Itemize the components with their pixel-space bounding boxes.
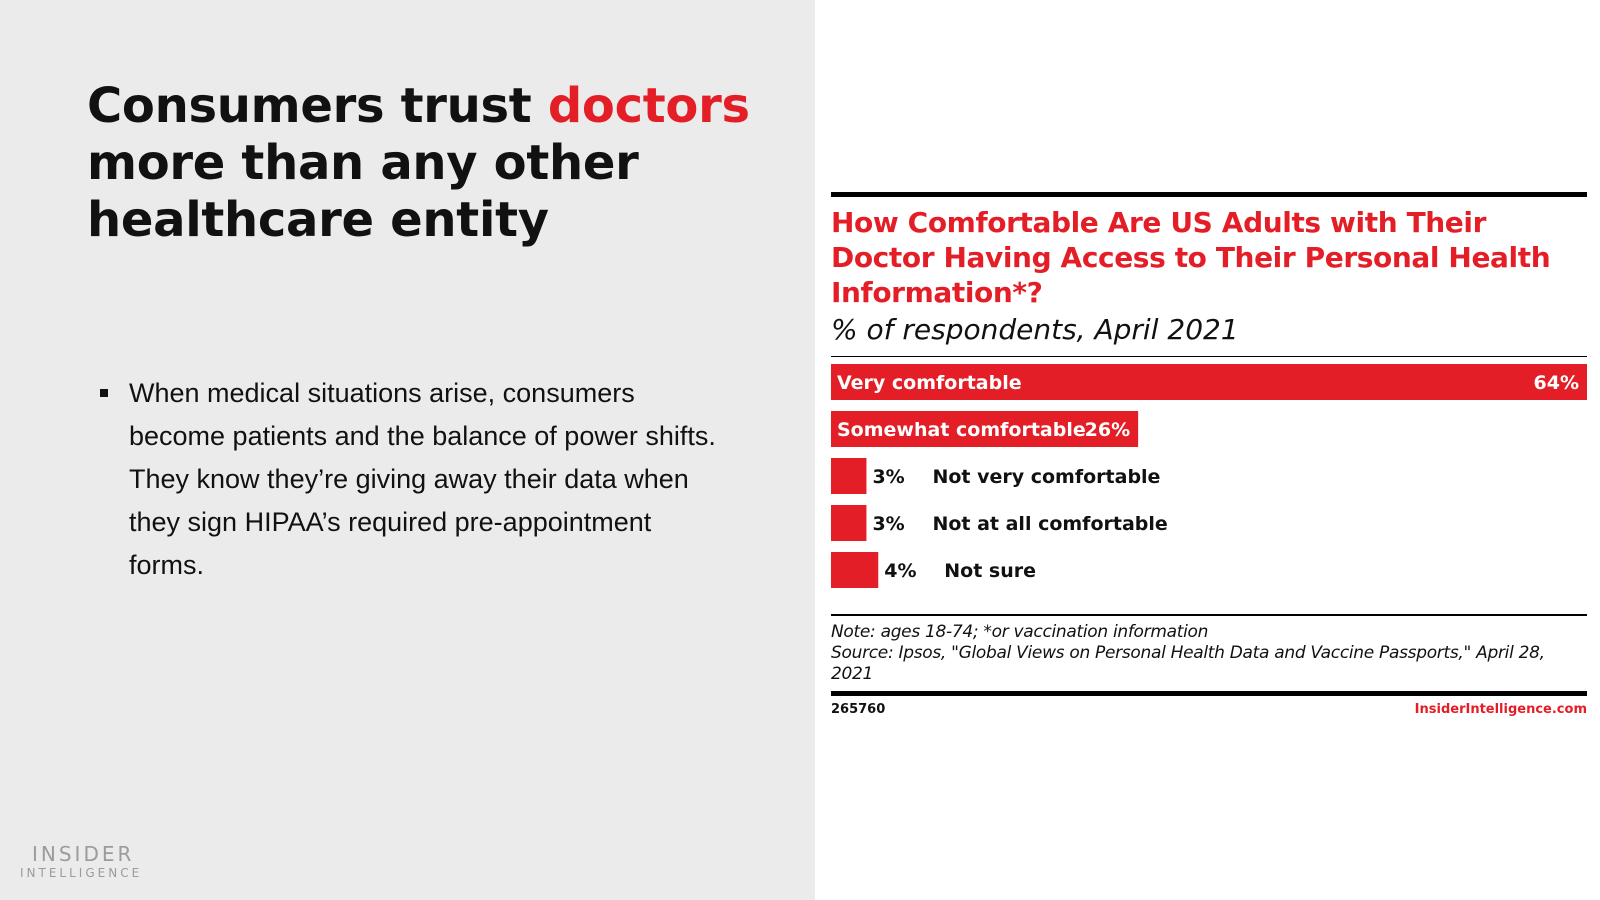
brand-logo [20, 843, 142, 881]
logo-line-1: INSIDER [32, 842, 135, 866]
bar-chart [831, 364, 1587, 598]
bar-value-0: 64% [1533, 372, 1579, 394]
note-rule [831, 614, 1587, 616]
chart-id: 265760 [831, 702, 886, 717]
bar-label-3: Not at all comfortable [932, 513, 1168, 535]
bar-value-1: 26% [1084, 419, 1131, 441]
slide-title [87, 78, 787, 249]
bar-value-2: 3% [872, 466, 905, 488]
bar-4 [831, 552, 878, 588]
bar-label-1: Somewhat comfortable [837, 419, 1086, 441]
title-text-1: Consumers trust [87, 78, 548, 134]
bottom-rule [831, 691, 1587, 696]
chart-footer [831, 702, 1587, 717]
subtitle-rule [831, 356, 1587, 357]
bar-label-4: Not sure [944, 560, 1036, 582]
bar-label-2: Not very comfortable [932, 466, 1161, 488]
chart-note: Note: ages 18-74; *or vaccination information [831, 622, 1209, 642]
bar-3 [831, 505, 866, 541]
bullet-list [100, 372, 720, 587]
chart-title: How Comfortable Are US Adults with Their Doctor Having Access to Their Personal Health Information*? [831, 206, 1551, 309]
title-accent: doctors [547, 78, 750, 134]
bullet-item [100, 372, 720, 587]
top-rule [831, 192, 1587, 197]
chart-area [831, 192, 1587, 717]
chart-source: Source: Ipsos, "Global Views on Personal Health Data and Vaccine Passports," April 28, 2021 [831, 643, 1545, 684]
bar-value-4: 4% [884, 560, 917, 582]
bullet-text: When medical situations arise, consumers become patients and the balance of power shifts. They know they’re giving away their data when they sign HIPAA’s required pre-appointment forms. [129, 378, 716, 580]
chart-subtitle: % of respondents, April 2021 [831, 313, 1239, 346]
bar-2 [831, 458, 866, 494]
bar-value-3: 3% [872, 513, 905, 535]
bar-label-0: Very comfortable [837, 372, 1022, 394]
title-text-2: more than any other healthcare entity [87, 135, 639, 248]
site-link[interactable]: InsiderIntelligence.com [1414, 702, 1587, 717]
bullet-square-icon [100, 389, 108, 397]
logo-line-2: INTELLIGENCE [20, 866, 143, 880]
